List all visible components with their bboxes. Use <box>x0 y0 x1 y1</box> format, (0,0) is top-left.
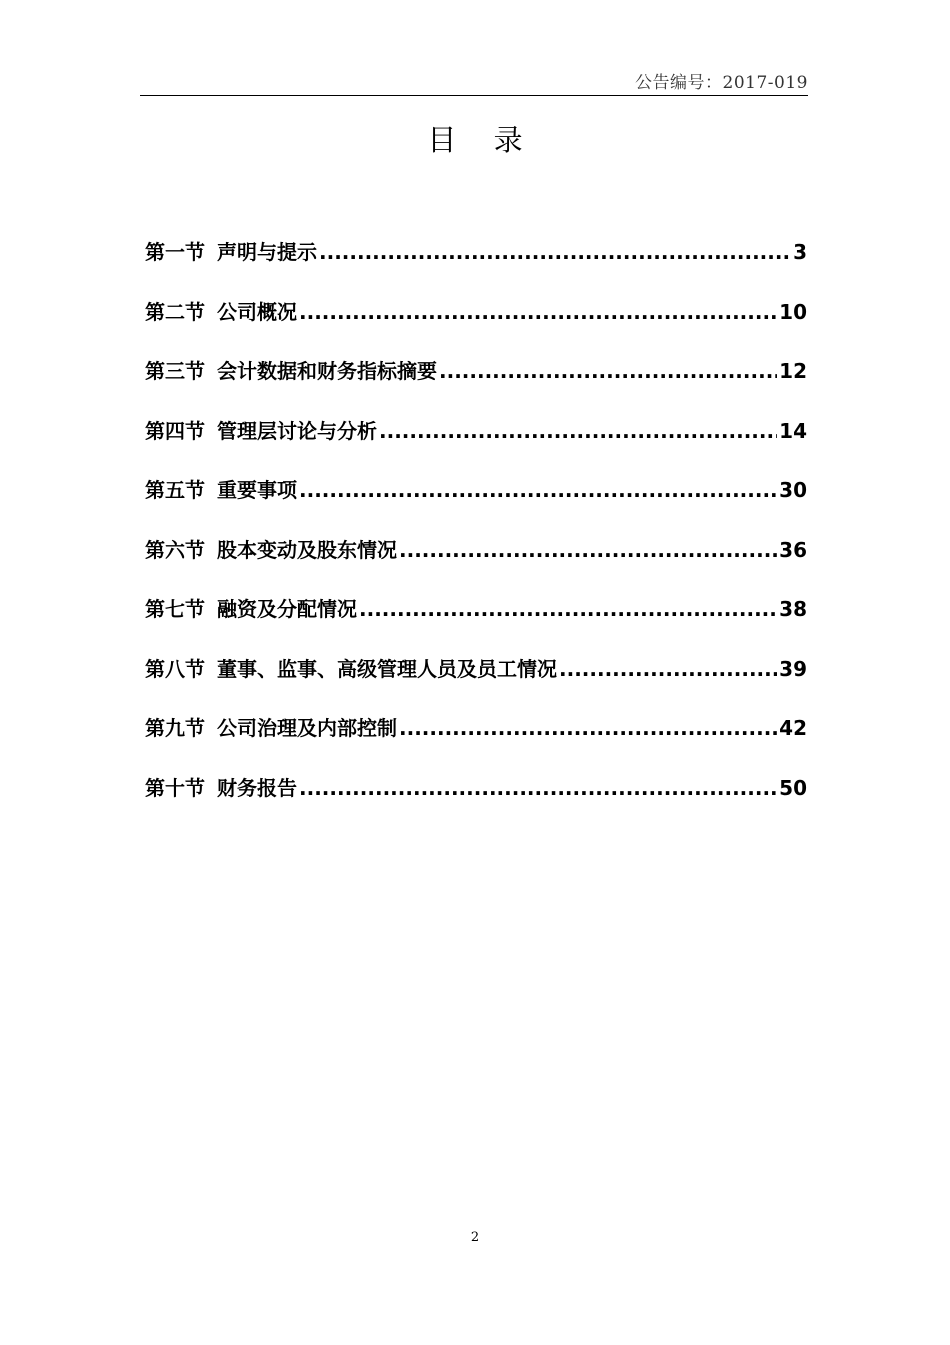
toc-page-number: 50 <box>779 775 807 800</box>
footer-page-number: 2 <box>470 1230 480 1245</box>
toc-section-number: 第六节 <box>145 537 205 562</box>
toc-dot-leader <box>359 597 777 621</box>
toc-dot-leader <box>379 419 777 443</box>
toc-dot-leader <box>299 478 777 502</box>
toc-section-title: 财务报告 <box>217 775 297 800</box>
toc-dot-leader <box>299 776 777 800</box>
announcement-number: 公告编号：2017-019 <box>635 73 808 93</box>
toc-section-title: 公司概况 <box>217 299 297 324</box>
toc-dot-leader <box>439 359 777 383</box>
toc-section-title: 管理层讨论与分析 <box>217 418 377 443</box>
toc-dot-leader <box>399 716 777 740</box>
toc-entry[interactable] <box>145 593 807 653</box>
toc-page-number: 42 <box>779 716 807 740</box>
toc-page-number: 3 <box>793 240 807 264</box>
toc-dot-leader <box>559 657 777 681</box>
toc-section-title: 重要事项 <box>217 478 297 502</box>
toc-section-number: 第十节 <box>145 775 205 800</box>
toc-section-number: 第三节 <box>145 359 205 383</box>
toc-page-number: 39 <box>779 656 807 681</box>
toc-section-number: 第四节 <box>145 418 205 443</box>
toc-entry[interactable] <box>145 236 807 296</box>
toc-entry[interactable] <box>145 355 807 415</box>
toc-entry[interactable] <box>145 415 807 475</box>
toc-section-number: 第九节 <box>145 716 205 740</box>
toc-section-title: 董事、监事、高级管理人员及员工情况 <box>217 656 557 681</box>
toc-section-number: 第一节 <box>145 240 205 264</box>
toc-section-title: 公司治理及内部控制 <box>217 716 397 740</box>
toc-dot-leader <box>319 240 791 264</box>
toc-entry[interactable] <box>145 653 807 713</box>
toc-section-number: 第二节 <box>145 299 205 324</box>
toc-page-number: 10 <box>779 299 807 324</box>
toc-page-number: 14 <box>779 418 807 443</box>
toc-dot-leader <box>299 300 777 324</box>
toc-entry[interactable] <box>145 474 807 534</box>
toc-section-number: 第八节 <box>145 656 205 681</box>
page-title: 目 录 <box>427 123 537 157</box>
toc-entry[interactable] <box>145 772 807 832</box>
toc-page-number: 38 <box>779 597 807 621</box>
toc-dot-leader <box>399 538 777 562</box>
header-divider <box>140 95 808 96</box>
toc-entry[interactable] <box>145 534 807 594</box>
toc-section-number: 第七节 <box>145 597 205 621</box>
toc-section-title: 融资及分配情况 <box>217 597 357 621</box>
toc-section-number: 第五节 <box>145 478 205 502</box>
toc-section-title: 会计数据和财务指标摘要 <box>217 359 437 383</box>
toc-section-title: 声明与提示 <box>217 240 317 264</box>
toc-page-number: 36 <box>779 537 807 562</box>
table-of-contents <box>145 236 807 831</box>
toc-page-number: 12 <box>779 359 807 383</box>
toc-page-number: 30 <box>779 478 807 502</box>
toc-section-title: 股本变动及股东情况 <box>217 537 397 562</box>
toc-entry[interactable] <box>145 296 807 356</box>
toc-entry[interactable] <box>145 712 807 772</box>
